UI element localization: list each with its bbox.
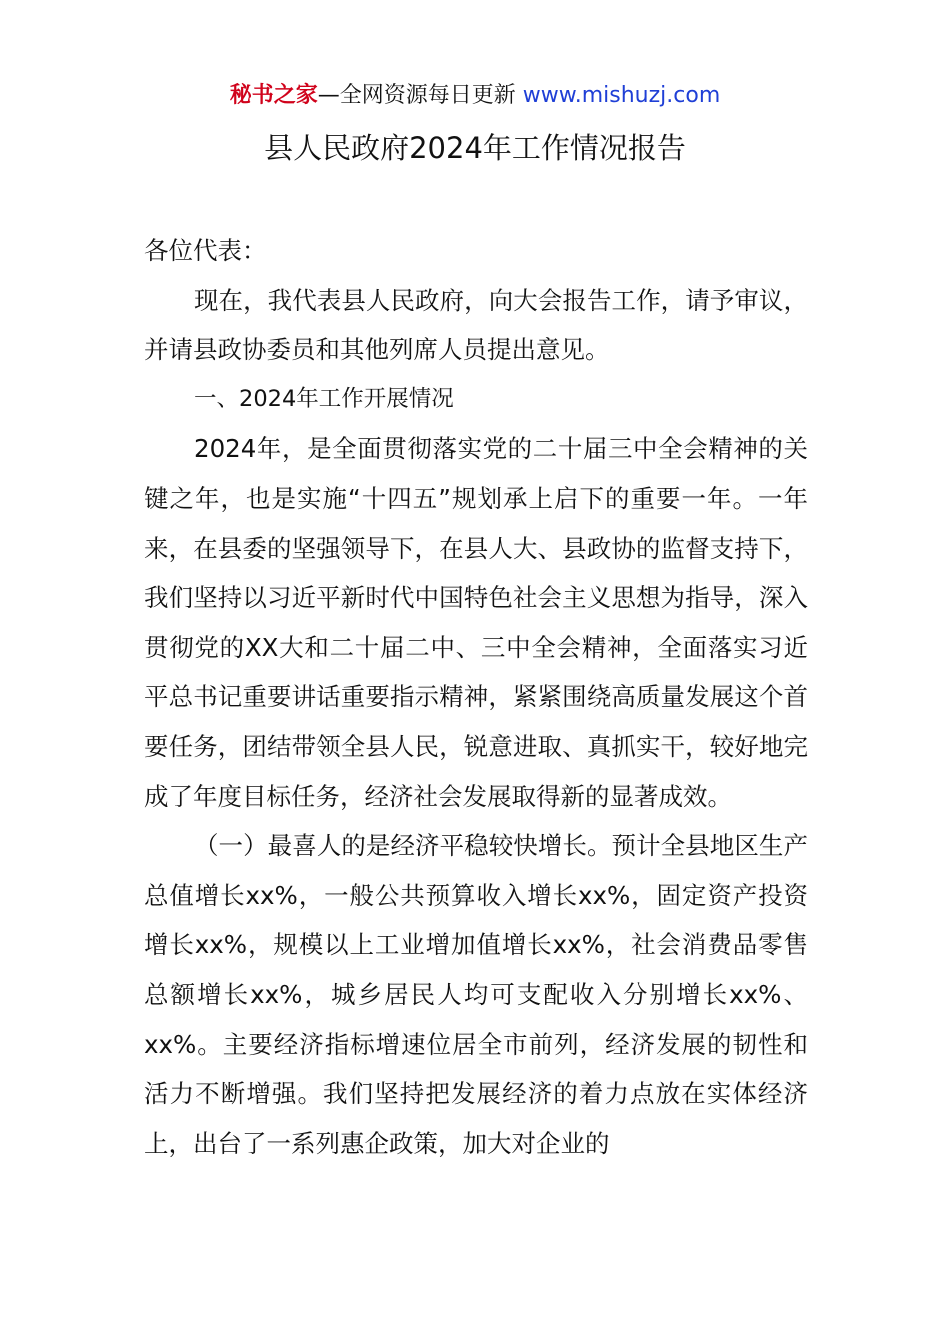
paragraph-economy: （一）最喜人的是经济平稳较快增长。预计全县地区生产总值增长xx%，一般公共预算收入增长xx%，固定资产投资增长xx%，规模以上工业增加值增长xx%，社会消费品零售总额增长xx%，城乡居民人均可支配收入分别增长xx%、xx%。主要经济指标增速位居全市前列，经济发展的韧性和活力不断增强。我们坚持把发展经济的着力点放在实体经济上，出台了一系列惠企政策，加大对企业的	[144, 831, 808, 1158]
salutation: 各位代表：	[144, 236, 267, 265]
website-url[interactable]: www.mishuzj.com	[522, 83, 721, 108]
section-heading: 一、2024年工作开展情况	[194, 385, 454, 412]
document-title: 县人民政府2024年工作情况报告	[264, 131, 686, 165]
document-body	[144, 226, 808, 1168]
paragraph-overview: 2024年，是全面贯彻落实党的二十届三中全会精神的关键之年，也是实施“十四五”规划承上启下的重要一年。一年来，在县委的坚强领导下，在县人大、县政协的监督支持下，我们坚持以习近平新时代中国特色社会主义思想为指导，深入贯彻党的XX大和二十届二中、三中全会精神，全面落实习近平总书记重要讲话重要指示精神，紧紧围绕高质量发展这个首要任务，团结带领全县人民，锐意进取、真抓实干，较好地完成了年度目标任务，经济社会发展取得新的显著成效。	[144, 434, 808, 811]
brand-name: 秘书之家	[229, 83, 318, 108]
header-tagline: —全网资源每日更新	[317, 83, 523, 108]
site-header	[0, 80, 950, 112]
paragraph-intro: 现在，我代表县人民政府，向大会报告工作，请予审议，并请县政协委员和其他列席人员提出意见。	[144, 285, 808, 365]
